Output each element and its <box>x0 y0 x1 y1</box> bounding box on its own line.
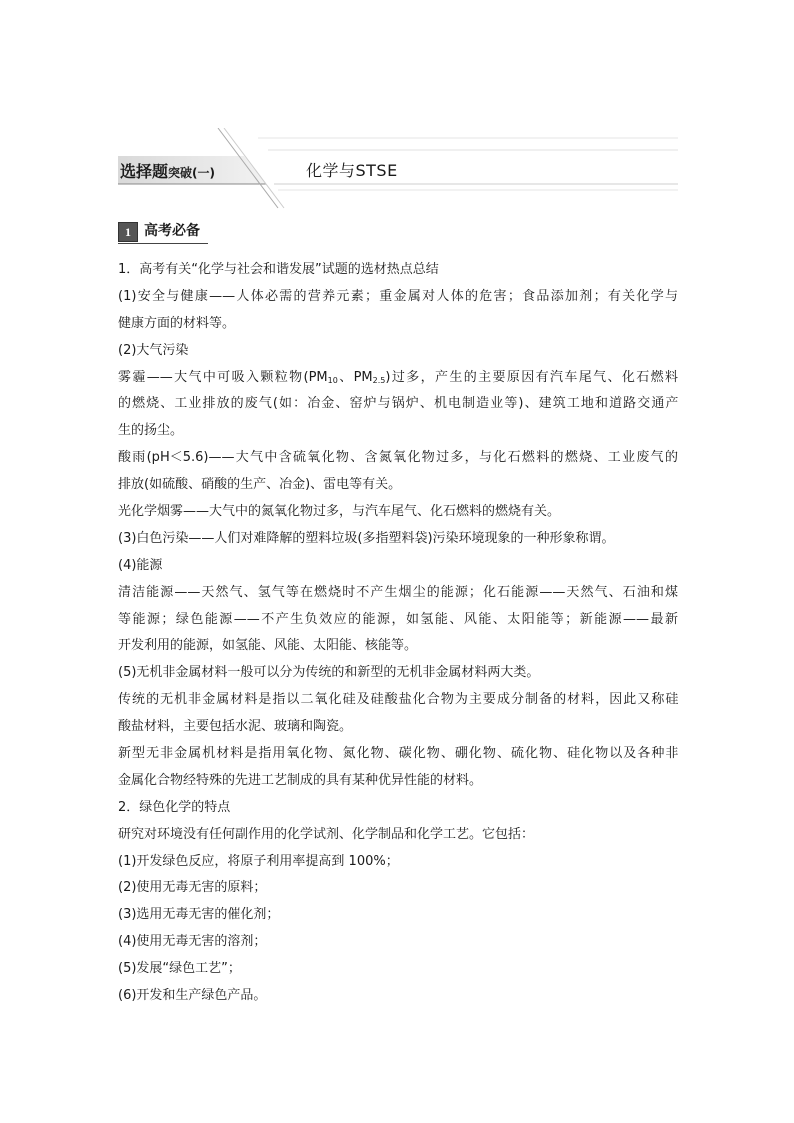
chapter-banner <box>118 128 678 210</box>
paragraph-photochemical-smog: 光化学烟雾——大气中的氮氧化物过多，与汽车尾气、化石燃料的燃烧有关。 <box>118 504 561 520</box>
paragraph-energy-3: 开发利用的能源，如氢能、风能、太阳能、核能等。 <box>118 638 418 654</box>
smog-text-b: 、PM <box>337 369 373 385</box>
paragraph-new-materials-2: 金属化合物经特殊的先进工艺制成的具有某种优异性能的材料。 <box>118 772 483 788</box>
section-heading <box>118 222 208 242</box>
paragraph-acid-rain-2: 排放(如硫酸、硝酸的生产、冶金)、雷电等有关。 <box>118 477 402 493</box>
paragraph-new-materials-1: 新型无非金属机材料是指用氧化物、氮化物、碳化物、硼化物、硫化物、硅化物以及各种非 <box>118 746 678 762</box>
paragraph-health-1: (1)安全与健康——人体必需的营养元素；重金属对人体的危害；食品添加剂；有关化学与 <box>118 288 678 304</box>
pm10-subscript: 10 <box>327 375 338 385</box>
section-title: 高考必备 <box>144 223 200 239</box>
banner-label-main: 选择题 <box>120 162 169 181</box>
paragraph-energy-2: 等能源；绿色能源——不产生负效应的能源，如氢能、风能、太阳能等；新能源——最新 <box>118 611 678 627</box>
banner-label <box>120 159 215 183</box>
item-white-pollution: (3)白色污染——人们对难降解的塑料垃圾(多指塑料袋)污染环境现象的一种形象称谓。 <box>118 530 615 546</box>
paragraph-smog-3: 生的扬尘。 <box>118 423 184 439</box>
list-item-green-1: (1)开发绿色反应，将原子利用率提高到 100%； <box>118 853 399 869</box>
paragraph-energy-1: 清洁能源——天然气、氢气等在燃烧时不产生烟尘的能源；化石能源——天然气、石油和煤 <box>118 584 678 600</box>
paragraph-acid-rain-1: 酸雨(pH＜5.6)——大气中含硫氧化物、含氮氧化物过多，与化石燃料的燃烧、工业废气的 <box>118 450 678 466</box>
document-body <box>118 257 678 1010</box>
list-item-green-3: (3)选用无毒无害的催化剂； <box>118 907 280 923</box>
smog-text-a: 雾霾——大气中可吸入颗粒物(PM <box>118 369 328 385</box>
item-air-pollution: (2)大气污染 <box>118 342 189 358</box>
paragraph-green-intro: 研究对环境没有任何副作用的化学试剂、化学制品和化学工艺。它包括： <box>118 826 535 842</box>
paragraph-traditional-2: 酸盐材料，主要包括水泥、玻璃和陶瓷。 <box>118 719 353 735</box>
heading-2: 2．绿色化学的特点 <box>118 799 231 815</box>
item-inorganic-materials: (5)无机非金属材料一般可以分为传统的和新型的无机非金属材料两大类。 <box>118 665 540 681</box>
chapter-title: 化学与STSE <box>306 161 398 180</box>
section-number: 1 <box>118 222 138 242</box>
list-item-green-4: (4)使用无毒无害的溶剂； <box>118 934 267 950</box>
pm25-subscript: 2.5 <box>372 375 386 385</box>
paragraph-health-2: 健康方面的材料等。 <box>118 315 236 331</box>
heading-1: 1．高考有关“化学与社会和谐发展”试题的选材热点总结 <box>118 262 439 277</box>
section-underline <box>118 243 208 244</box>
smog-text-c: )过多，产生的主要原因有汽车尾气、化石燃料 <box>385 369 678 385</box>
paragraph-smog-2: 的燃烧、工业排放的废气(如：冶金、窑炉与锅炉、机电制造业等)、建筑工地和道路交通产 <box>118 396 678 412</box>
list-item-green-6: (6)开发和生产绿色产品。 <box>118 988 267 1004</box>
item-energy: (4)能源 <box>118 557 163 573</box>
paragraph-smog-1 <box>118 365 678 392</box>
banner-label-sub: 突破(一) <box>168 166 215 180</box>
paragraph-traditional-1: 传统的无机非金属材料是指以二氧化硅及硅酸盐化合物为主要成分制备的材料，因此又称硅 <box>118 692 678 708</box>
list-item-green-2: (2)使用无毒无害的原料； <box>118 880 267 896</box>
list-item-green-5: (5)发展“绿色工艺”； <box>118 961 241 977</box>
